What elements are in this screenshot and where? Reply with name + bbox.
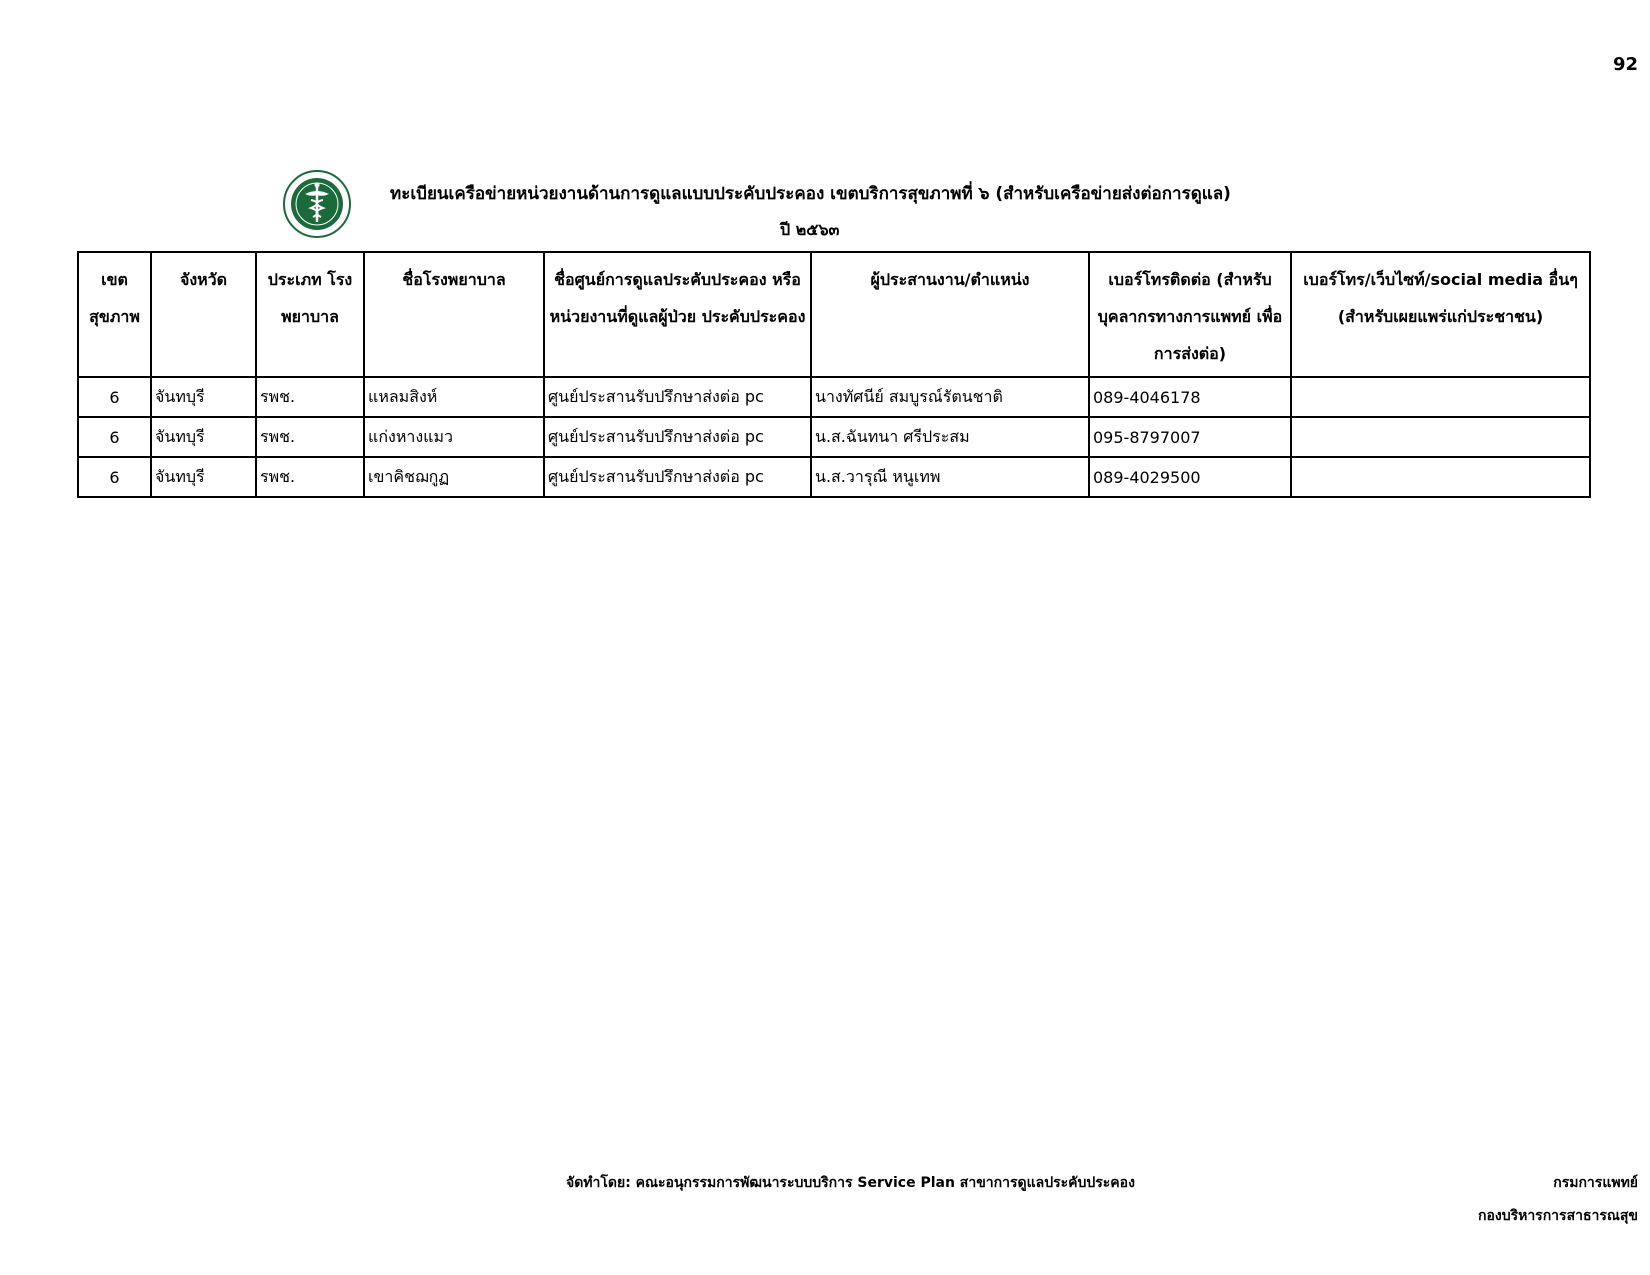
header-province: จังหวัด [151, 252, 256, 377]
header-public-contact: เบอร์โทร/เว็บไซท์/social media อื่นๆ (สำหรับเผยแพร่แก่ประชาชน) [1291, 252, 1590, 377]
cell-hospital-name: แก่งหางแมว [364, 417, 544, 457]
table-row [78, 457, 1590, 497]
cell-hospital-type: รพช. [256, 417, 364, 457]
footer-prepared-by: จัดทำโดย: คณะอนุกรรมการพัฒนาระบบบริการ Service Plan สาขาการดูแลประคับประคอง [566, 1175, 1135, 1191]
cell-hospital-name: แหลมสิงห์ [364, 377, 544, 417]
table-row [78, 377, 1590, 417]
cell-medical-phone: 095-8797007 [1089, 417, 1291, 457]
header-hospital-name: ชื่อโรงพยาบาล [364, 252, 544, 377]
cell-province: จันทบุรี [151, 417, 256, 457]
cell-health-region: 6 [78, 417, 151, 457]
document-year: ปี ๒๕๖๓ [780, 220, 840, 239]
cell-health-region: 6 [78, 377, 151, 417]
cell-coordinator: น.ส.วารุณี หนูเทพ [811, 457, 1089, 497]
cell-medical-phone: 089-4029500 [1089, 457, 1291, 497]
cell-care-center: ศูนย์ประสานรับปรึกษาส่งต่อ pc [544, 417, 811, 457]
cell-hospital-type: รพช. [256, 377, 364, 417]
cell-province: จันทบุรี [151, 457, 256, 497]
cell-hospital-type: รพช. [256, 457, 364, 497]
header-medical-phone: เบอร์โทรติดต่อ (สำหรับ บุคลากรทางการแพทย์ เพื่อการส่งต่อ) [1089, 252, 1291, 377]
cell-medical-phone: 089-4046178 [1089, 377, 1291, 417]
footer-department: กรมการแพทย์ [1553, 1175, 1638, 1191]
cell-hospital-name: เขาคิชฌกูฏ [364, 457, 544, 497]
header-health-region: เขต สุขภาพ [78, 252, 151, 377]
table-header-row [78, 252, 1590, 377]
footer-division: กองบริหารการสาธารณสุข [1477, 1208, 1638, 1224]
cell-coordinator: นางทัศนีย์ สมบูรณ์รัตนชาติ [811, 377, 1089, 417]
header-coordinator: ผู้ประสานงาน/ตำแหน่ง [811, 252, 1089, 377]
table-row [78, 417, 1590, 457]
cell-coordinator: น.ส.ฉันทนา ศรีประสม [811, 417, 1089, 457]
header-care-center: ชื่อศูนย์การดูแลประคับประคอง หรือ หน่วยงานที่ดูแลผู้ป่วย ประคับประคอง [544, 252, 811, 377]
cell-public-contact [1291, 457, 1590, 497]
header-hospital-type: ประเภท โรงพยาบาล [256, 252, 364, 377]
palliative-care-registry-table [77, 251, 1591, 498]
ministry-seal-icon [283, 170, 351, 238]
cell-public-contact [1291, 417, 1590, 457]
cell-province: จันทบุรี [151, 377, 256, 417]
page-number: 92 [1612, 54, 1638, 75]
cell-care-center: ศูนย์ประสานรับปรึกษาส่งต่อ pc [544, 457, 811, 497]
cell-health-region: 6 [78, 457, 151, 497]
cell-public-contact [1291, 377, 1590, 417]
document-title: ทะเบียนเครือข่ายหน่วยงานด้านการดูแลแบบประคับประคอง เขตบริการสุขภาพที่ ๖ (สำหรับเครือข่ายส่งต่อการดูแล) [390, 184, 1231, 204]
cell-care-center: ศูนย์ประสานรับปรึกษาส่งต่อ pc [544, 377, 811, 417]
